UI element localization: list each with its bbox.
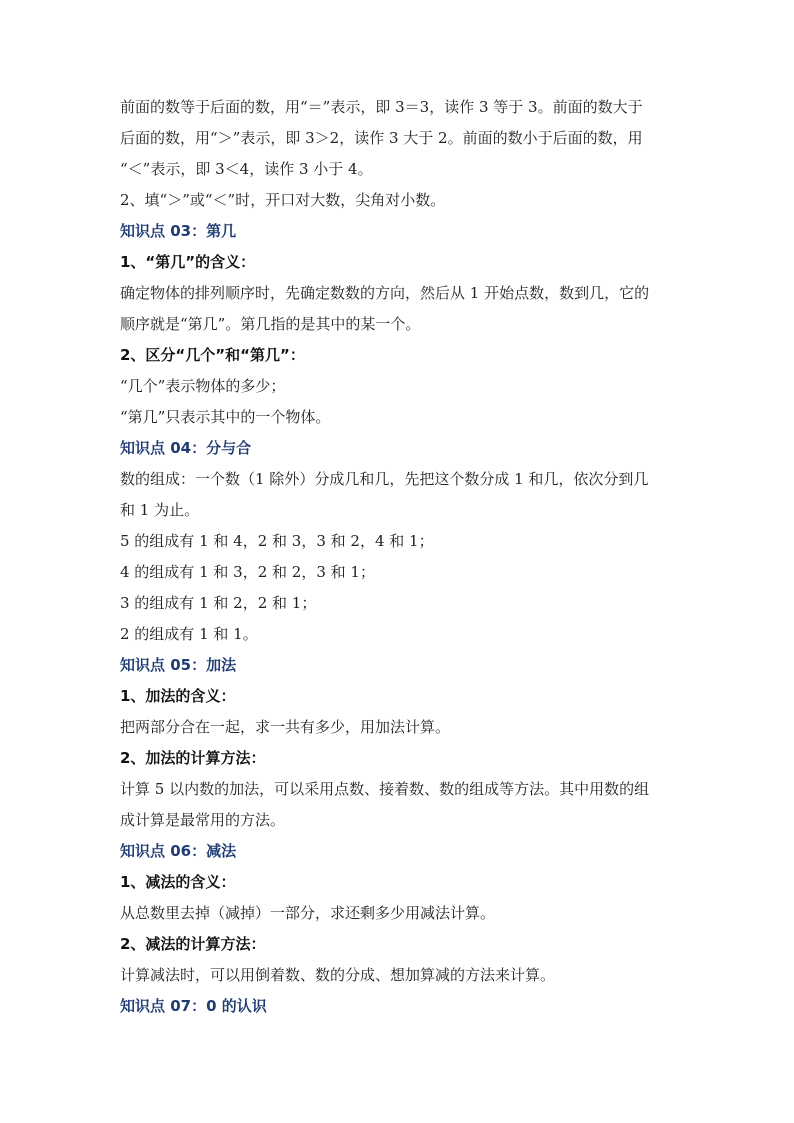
- text-line: 4 的组成有 1 和 3，2 和 2，3 和 1；: [120, 563, 375, 581]
- text-line: 前面的数等于后面的数，用“＝”表示，即 3＝3，读作 3 等于 3。前面的数大于: [120, 98, 643, 116]
- text-line: 2 的组成有 1 和 1。: [120, 625, 258, 643]
- section-heading: 知识点 06：减法: [120, 842, 237, 860]
- subsection-heading: 2、加法的计算方法：: [120, 749, 266, 767]
- text-line: 计算减法时，可以用倒着数、数的分成、想加算减的方法来计算。: [120, 966, 556, 984]
- text-line: 从总数里去掉（减掉）一部分，求还剩多少用减法计算。: [120, 904, 496, 922]
- subsection-heading: 1、加法的含义：: [120, 687, 236, 705]
- text-line: 2、填“＞”或“＜”时，开口对大数，尖角对小数。: [120, 191, 446, 209]
- text-line: 3 的组成有 1 和 2，2 和 1；: [120, 594, 317, 612]
- text-line: 确定物体的排列顺序时，先确定数数的方向，然后从 1 开始点数，数到几，它的: [120, 284, 650, 302]
- subsection-heading: 2、区分“几个”和“第几”：: [120, 346, 305, 364]
- text-line: “第几”只表示其中的一个物体。: [120, 408, 331, 426]
- subsection-heading: 1、减法的含义：: [120, 873, 236, 891]
- text-line: 计算 5 以内数的加法，可以采用点数、接着数、数的组成等方法。其中用数的组: [120, 780, 650, 798]
- text-line: 和 1 为止。: [120, 501, 200, 519]
- section-heading: 知识点 03：第几: [120, 222, 237, 240]
- section-heading: 知识点 05：加法: [120, 656, 237, 674]
- text-line: 5 的组成有 1 和 4，2 和 3，3 和 2，4 和 1；: [120, 532, 434, 550]
- text-line: “几个”表示物体的多少；: [120, 377, 286, 395]
- section-heading: 知识点 04：分与合: [120, 439, 252, 457]
- text-line: “＜”表示，即 3＜4，读作 3 小于 4。: [120, 160, 373, 178]
- subsection-heading: 2、减法的计算方法：: [120, 935, 266, 953]
- subsection-heading: 1、“第几”的含义：: [120, 253, 256, 271]
- section-heading: 知识点 07：0 的认识: [120, 997, 267, 1015]
- document-content: [120, 92, 680, 1022]
- text-line: 数的组成：一个数（1 除外）分成几和几，先把这个数分成 1 和几，依次分到几: [120, 470, 649, 488]
- text-line: 把两部分合在一起，求一共有多少，用加法计算。: [120, 718, 451, 736]
- text-line: 后面的数，用“＞”表示，即 3＞2，读作 3 大于 2。前面的数小于后面的数，用: [120, 129, 643, 147]
- text-line: 顺序就是“第几”。第几指的是其中的某一个。: [120, 315, 421, 333]
- text-line: 成计算是最常用的方法。: [120, 811, 286, 829]
